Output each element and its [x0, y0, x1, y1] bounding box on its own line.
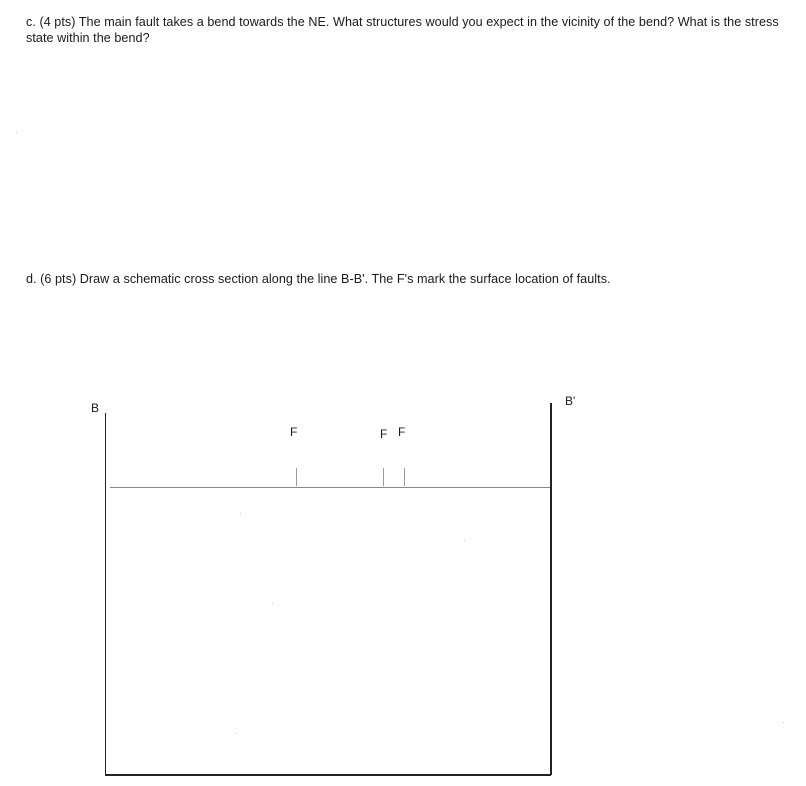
question-c-text: c. (4 pts) The main fault takes a bend towards the NE. What structures would you expect in the vicinity of the bend? What is the stress state within the bend?	[26, 15, 779, 45]
fault-surface-tick	[383, 468, 384, 486]
cross-section-start-label: B	[91, 401, 100, 415]
ground-surface-line	[110, 487, 550, 488]
scan-speck	[16, 132, 17, 133]
question-d-text: d. (6 pts) Draw a schematic cross section along the line B-B'. The F's mark the surface location of faults.	[26, 272, 611, 286]
fault-marker-label: F	[398, 425, 406, 439]
scan-speck	[236, 733, 237, 734]
scan-speck	[783, 722, 784, 723]
cross-section-end-label: B'	[565, 394, 576, 408]
fault-marker-label: F	[380, 427, 388, 441]
fault-marker-label: F	[290, 425, 298, 439]
cross-section-right-edge	[550, 403, 552, 775]
scan-speck	[272, 603, 273, 604]
cross-section-base-line	[105, 774, 551, 776]
fault-surface-tick	[404, 468, 405, 486]
scan-speck	[240, 513, 241, 514]
scan-speck	[464, 540, 465, 541]
fault-surface-tick	[296, 468, 297, 486]
cross-section-left-edge	[105, 413, 106, 775]
